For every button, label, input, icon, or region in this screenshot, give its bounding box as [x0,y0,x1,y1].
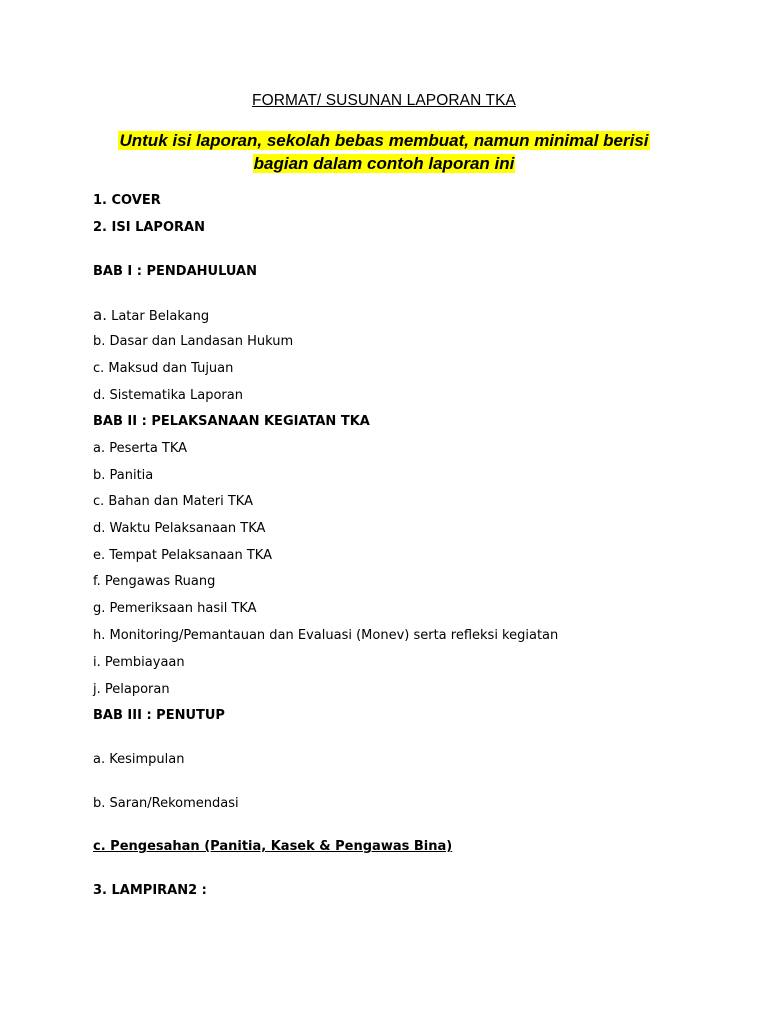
bab2-item: j. Pelaporan [93,682,170,697]
bab3-heading: BAB III : PENUTUP [93,708,225,723]
bab2-item: d. Waktu Pelaksanaan TKA [93,521,266,536]
bab2-item: a. Peserta TKA [93,441,188,456]
bab2-item: h. Monitoring/Pemantauan dan Evaluasi (Monev) serta refleksi kegiatan [93,628,559,643]
bab1-item: b. Dasar dan Landasan Hukum [93,334,294,349]
note-line-2: bagian dalam contoh laporan ini [253,154,515,173]
document-title: FORMAT/ SUSUNAN LAPORAN TKA [252,92,516,109]
bab2-item: c. Bahan dan Materi TKA [93,494,253,509]
bab2-item: g. Pemeriksaan hasil TKA [93,601,257,616]
bab2-item: e. Tempat Pelaksanaan TKA [93,548,272,563]
bab2-heading: BAB II : PELAKSANAAN KEGIATAN TKA [93,414,370,429]
bab2-item: f. Pengawas Ruang [93,574,216,589]
bab1-item: c. Maksud dan Tujuan [93,361,234,376]
bab1-item-a-letter: a. [93,306,107,324]
bab2-item: b. Panitia [93,468,154,483]
highlighted-note [0,129,768,175]
bab2-item: i. Pembiayaan [93,655,185,670]
bab1-item-a [93,307,209,325]
item-cover: 1. COVER [93,193,161,208]
bab1-heading: BAB I : PENDAHULUAN [93,264,257,279]
bab1-item-a-text: Latar Belakang [106,309,210,324]
bab1-item: d. Sistematika Laporan [93,388,243,403]
bab3-item-c: c. Pengesahan (Panitia, Kasek & Pengawas Bina) [93,839,453,854]
item-isi-laporan: 2. ISI LAPORAN [93,220,205,235]
note-line-1: Untuk isi laporan, sekolah bebas membuat, namun minimal berisi [119,131,649,150]
bab3-item-a: a. Kesimpulan [93,752,185,767]
bab3-item-b: b. Saran/Rekomendasi [93,796,239,811]
lampiran-heading: 3. LAMPIRAN2 : [93,883,207,898]
